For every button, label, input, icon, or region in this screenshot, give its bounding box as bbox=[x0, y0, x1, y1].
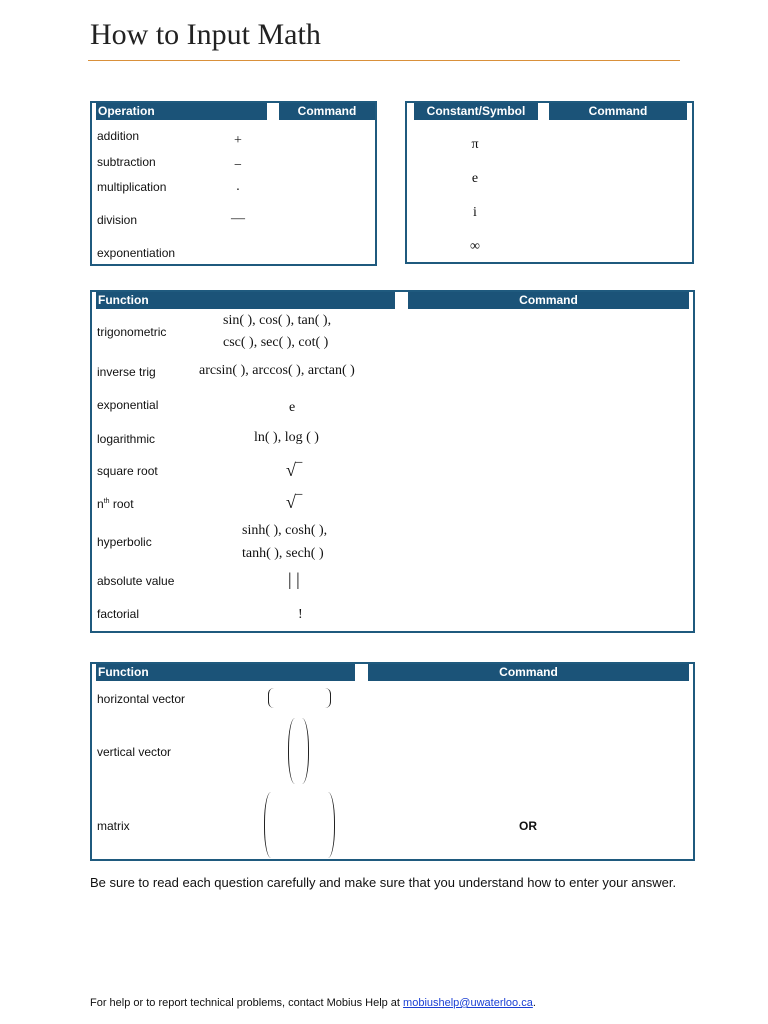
vector-label-vertical: vertical vector bbox=[97, 745, 172, 759]
function-exponential: e bbox=[289, 400, 296, 415]
footer-help bbox=[90, 997, 536, 1009]
operation-symbol-subtraction: − bbox=[234, 158, 242, 173]
function-trig-line2: csc( ), sec( ), cot( ) bbox=[223, 335, 329, 350]
vectors-header-function: Function bbox=[96, 664, 355, 681]
function-absolute-value: | | bbox=[288, 569, 300, 589]
function-label-square-root: square root bbox=[97, 464, 158, 478]
matrix-or-label: OR bbox=[519, 819, 537, 833]
operation-label-exponentiation: exponentiation bbox=[97, 246, 176, 260]
constant-infinity: ∞ bbox=[470, 239, 480, 254]
title-divider bbox=[88, 60, 680, 61]
operations-table bbox=[90, 101, 377, 266]
operation-label-multiplication: multiplication bbox=[97, 180, 167, 194]
matrix-right-paren bbox=[328, 792, 335, 858]
function-hyperbolic-line2: tanh( ), sech( ) bbox=[242, 546, 324, 561]
operation-symbol-multiplication: · bbox=[235, 183, 241, 198]
matrix-left-paren bbox=[264, 792, 271, 858]
functions-table bbox=[90, 290, 695, 633]
operation-label-addition: addition bbox=[97, 129, 140, 143]
horizontal-vector-left-paren bbox=[268, 688, 274, 708]
instruction-note: Be sure to read each question carefully and make sure that you understand how to enter your answer. bbox=[90, 875, 677, 890]
operations-header-command: Command bbox=[279, 103, 375, 120]
function-label-nth-root bbox=[97, 497, 134, 511]
operation-symbol-division: — bbox=[231, 211, 245, 226]
function-hyperbolic-line1: sinh( ), cosh( ), bbox=[242, 523, 328, 538]
vectors-table bbox=[90, 662, 695, 861]
functions-header-function: Function bbox=[96, 292, 395, 309]
nth-root-n: n bbox=[97, 497, 104, 511]
constant-e: e bbox=[471, 171, 479, 186]
constants-table bbox=[405, 101, 694, 264]
vertical-vector-right-paren bbox=[302, 718, 309, 784]
vertical-vector-left-paren bbox=[288, 718, 295, 784]
nth-root-word: root bbox=[109, 497, 134, 511]
constant-i: i bbox=[473, 205, 477, 220]
function-label-logarithmic: logarithmic bbox=[97, 432, 156, 446]
operation-symbol-addition: + bbox=[234, 133, 242, 148]
footer-text: For help or to report technical problems, contact Mobius Help at bbox=[90, 997, 404, 1009]
function-square-root: √‾ bbox=[286, 460, 302, 480]
constants-header-command: Command bbox=[549, 103, 687, 120]
nth-root-superscript: th bbox=[103, 498, 110, 505]
function-trig-line1: sin( ), cos( ), tan( ), bbox=[223, 313, 332, 328]
function-nth-root: √‾ bbox=[286, 492, 302, 512]
function-label-inverse-trig: inverse trig bbox=[97, 365, 156, 379]
operation-label-subtraction: subtraction bbox=[97, 155, 156, 169]
function-label-absolute-value: absolute value bbox=[97, 574, 175, 588]
function-label-exponential: exponential bbox=[97, 398, 159, 412]
footer-end: . bbox=[532, 997, 536, 1009]
function-label-trigonometric: trigonometric bbox=[97, 325, 167, 339]
function-inverse-trig: arcsin( ), arccos( ), arctan( ) bbox=[199, 363, 355, 378]
operation-label-division: division bbox=[97, 213, 138, 227]
vectors-header-command: Command bbox=[368, 664, 689, 681]
constants-header-symbol: Constant/Symbol bbox=[414, 103, 538, 120]
horizontal-vector-right-paren bbox=[325, 688, 331, 708]
operations-header-operation: Operation bbox=[96, 103, 267, 120]
constant-pi: π bbox=[471, 137, 479, 152]
vector-label-matrix: matrix bbox=[97, 819, 130, 833]
function-factorial: ! bbox=[298, 607, 303, 622]
functions-header-command: Command bbox=[408, 292, 689, 309]
vector-label-horizontal: horizontal vector bbox=[97, 692, 186, 706]
footer-email-link[interactable]: mobiushelp@uwaterloo.ca bbox=[403, 997, 533, 1009]
function-logarithmic: ln( ), log ( ) bbox=[254, 430, 319, 445]
function-label-hyperbolic: hyperbolic bbox=[97, 535, 152, 549]
page-title: How to Input Math bbox=[90, 18, 321, 51]
function-label-factorial: factorial bbox=[97, 607, 140, 621]
